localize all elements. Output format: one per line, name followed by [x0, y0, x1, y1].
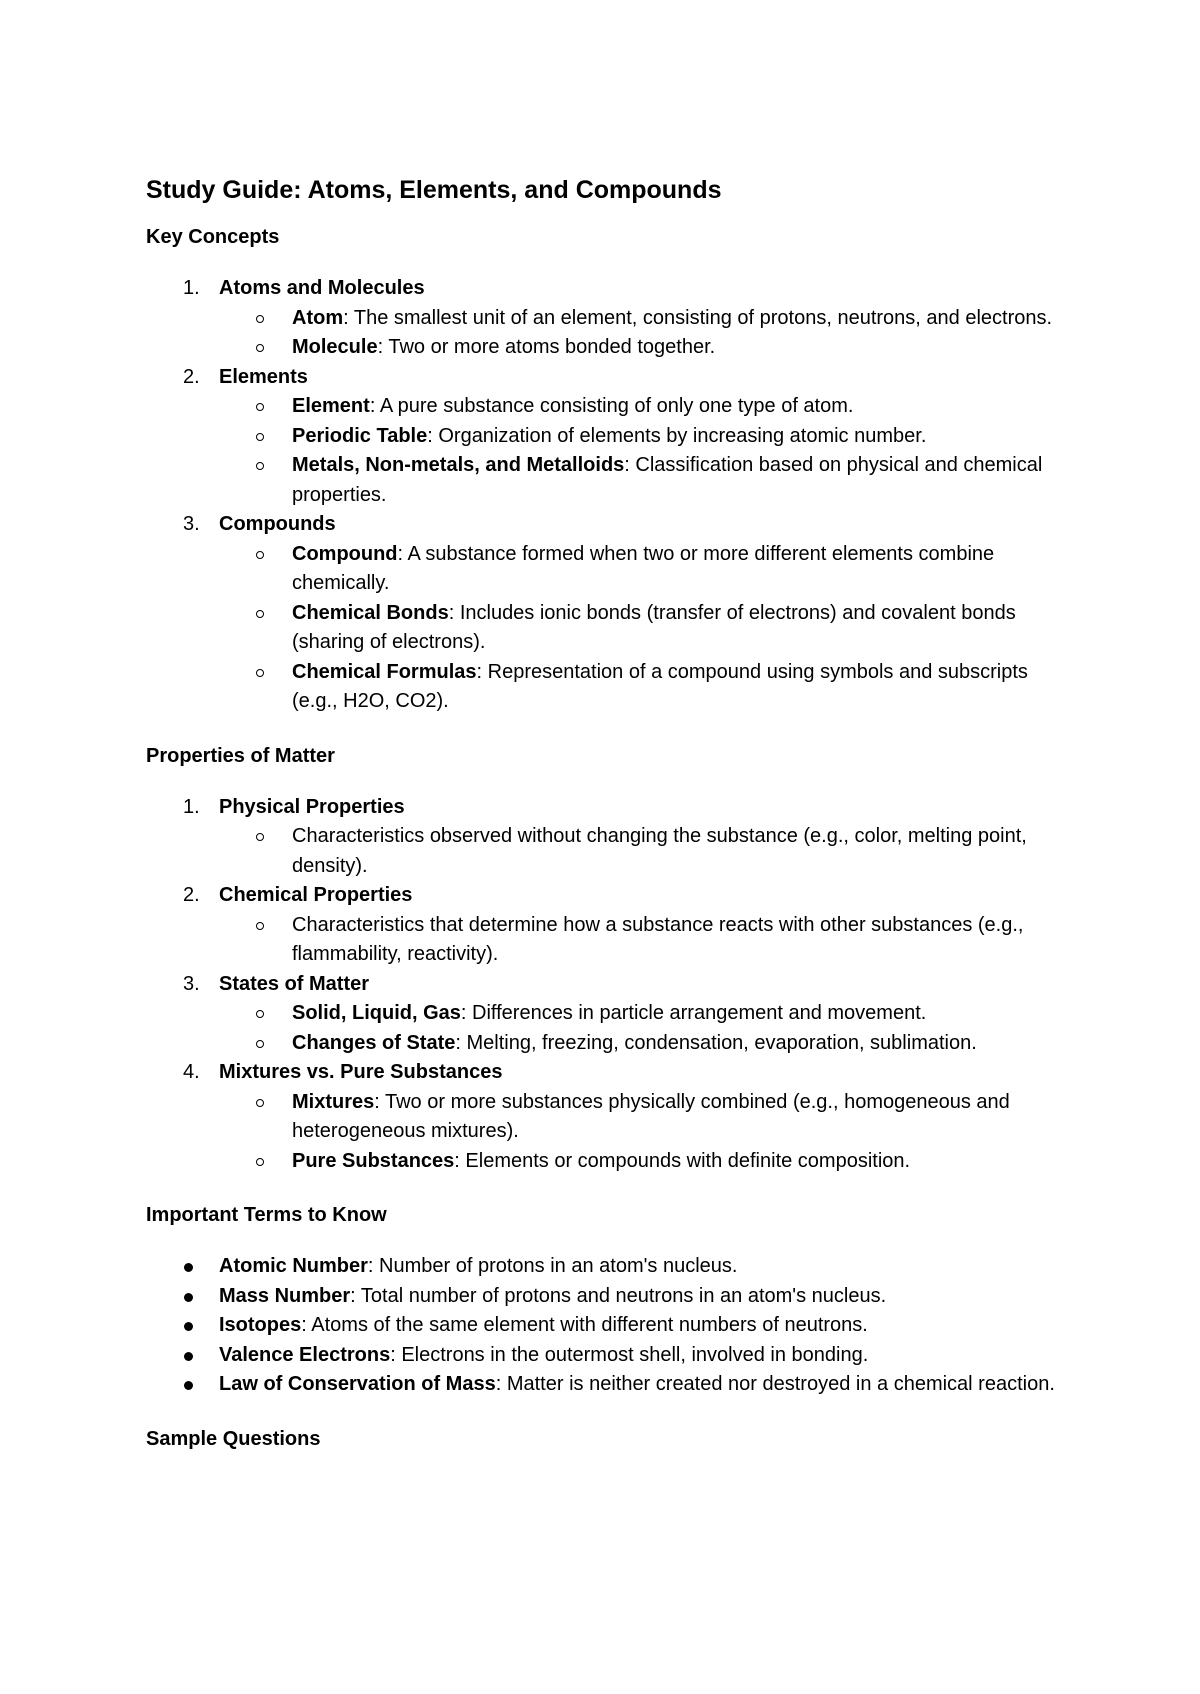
- section-heading-properties-of-matter: Properties of Matter: [146, 744, 335, 767]
- definition: : The smallest unit of an element, consisting of protons, neutrons, and electrons.: [343, 306, 1053, 329]
- item-title: Elements: [219, 365, 308, 388]
- bullet-icon: [184, 1352, 193, 1361]
- sub-item: [146, 822, 1076, 881]
- sub-item: [146, 1147, 1076, 1177]
- item-title: Atoms and Molecules: [219, 277, 425, 299]
- list-item: [146, 510, 1076, 717]
- item-number: 4.: [183, 1061, 200, 1083]
- term: Pure Substances: [292, 1149, 455, 1172]
- item-number: 2.: [183, 365, 200, 388]
- bullet-icon: [184, 1381, 193, 1390]
- definition: : Differences in particle arrangement and movement.: [460, 1002, 927, 1024]
- list-item: [146, 1058, 1076, 1176]
- hollow-bullet-icon: [256, 551, 264, 559]
- item-number: 1.: [183, 277, 200, 299]
- term: Law of Conservation of Mass: [219, 1373, 496, 1395]
- hollow-bullet-icon: [256, 344, 264, 352]
- section-heading-sample-questions: Sample Questions: [146, 1427, 321, 1450]
- list-item: [146, 1311, 1076, 1341]
- item-title: Chemical Properties: [219, 884, 413, 906]
- properties-list: [146, 793, 1076, 1177]
- sub-item: [146, 599, 1076, 658]
- term: Valence Electrons: [219, 1343, 391, 1366]
- hollow-bullet-icon: [256, 433, 264, 441]
- sub-item: [146, 658, 1076, 717]
- sub-item: [146, 333, 1076, 363]
- sub-item: [146, 1029, 1076, 1059]
- item-title: Mixtures vs. Pure Substances: [219, 1061, 503, 1083]
- term: Isotopes: [219, 1314, 302, 1336]
- definition: : Two or more substances physically combined (e.g., homogeneous and heterogeneous mixtures).: [292, 1090, 1010, 1142]
- definition: : A substance formed when two or more different elements combine chemically.: [292, 542, 995, 594]
- document-page: [146, 170, 1076, 1476]
- definition: : Includes ionic bonds (transfer of electrons) and covalent bonds (sharing of electrons).: [292, 601, 1016, 653]
- terms-list: [146, 1252, 1076, 1400]
- term: Metals, Non-metals, and Metalloids: [292, 454, 625, 476]
- sub-item: [146, 911, 1076, 970]
- term: Chemical Formulas: [292, 660, 477, 683]
- definition: : Elements or compounds with definite composition.: [454, 1149, 911, 1172]
- list-item: [146, 1370, 1076, 1400]
- list-item: [146, 1252, 1076, 1282]
- section-heading-important-terms: Important Terms to Know: [146, 1204, 387, 1226]
- hollow-bullet-icon: [256, 922, 264, 930]
- term: Molecule: [292, 336, 378, 358]
- item-number: 1.: [183, 795, 200, 818]
- term: Periodic Table: [292, 424, 428, 447]
- definition: : Melting, freezing, condensation, evaporation, sublimation.: [455, 1031, 977, 1054]
- list-item: [146, 1341, 1076, 1371]
- item-number: 3.: [183, 513, 200, 535]
- bullet-icon: [184, 1322, 193, 1331]
- list-item: [146, 970, 1076, 1059]
- section-heading-key-concepts: Key Concepts: [146, 226, 280, 248]
- hollow-bullet-icon: [256, 1099, 264, 1107]
- definition: Characteristics observed without changing the substance (e.g., color, melting point, density).: [292, 825, 1027, 877]
- sub-item: [146, 451, 1076, 510]
- sub-item: [146, 540, 1076, 599]
- definition: : Total number of protons and neutrons in an atom's nucleus.: [350, 1284, 887, 1307]
- definition: : Classification based on physical and chemical properties.: [292, 454, 1043, 506]
- definition: : A pure substance consisting of only one type of atom.: [369, 395, 854, 417]
- item-number: 3.: [183, 972, 200, 995]
- term: Chemical Bonds: [292, 601, 449, 624]
- term: Element: [292, 395, 370, 417]
- list-item: [146, 793, 1076, 882]
- list-item: [146, 1282, 1076, 1312]
- sub-item: [146, 422, 1076, 452]
- definition: Characteristics that determine how a substance reacts with other substances (e.g., flammability, reactivity).: [292, 913, 1024, 965]
- hollow-bullet-icon: [256, 1158, 264, 1166]
- sub-item: [146, 1088, 1076, 1147]
- sub-item: [146, 392, 1076, 422]
- hollow-bullet-icon: [256, 403, 264, 411]
- hollow-bullet-icon: [256, 1010, 264, 1018]
- sub-item: [146, 999, 1076, 1029]
- term: Atomic Number: [219, 1255, 368, 1277]
- term: Solid, Liquid, Gas: [292, 1002, 461, 1024]
- list-item: [146, 881, 1076, 970]
- sub-item: [146, 304, 1076, 334]
- definition: : Organization of elements by increasing atomic number.: [427, 424, 927, 447]
- definition: : Two or more atoms bonded together.: [377, 336, 716, 358]
- page-title: Study Guide: Atoms, Elements, and Compounds: [146, 176, 722, 204]
- item-title: States of Matter: [219, 972, 370, 995]
- hollow-bullet-icon: [256, 610, 264, 618]
- item-title: Physical Properties: [219, 795, 405, 818]
- definition: : Number of protons in an atom's nucleus.: [367, 1255, 738, 1277]
- hollow-bullet-icon: [256, 315, 264, 323]
- bullet-icon: [184, 1293, 193, 1302]
- item-title: Compounds: [219, 513, 336, 535]
- term: Mixtures: [292, 1090, 375, 1113]
- definition: : Atoms of the same element with different numbers of neutrons.: [301, 1314, 868, 1336]
- definition: : Electrons in the outermost shell, involved in bonding.: [390, 1343, 869, 1366]
- bullet-icon: [184, 1263, 193, 1272]
- hollow-bullet-icon: [256, 669, 264, 677]
- item-number: 2.: [183, 884, 200, 906]
- hollow-bullet-icon: [256, 462, 264, 470]
- definition: : Representation of a compound using symbols and subscripts (e.g., H2O, CO2).: [292, 660, 1028, 712]
- hollow-bullet-icon: [256, 833, 264, 841]
- key-concepts-list: [146, 274, 1076, 717]
- term: Mass Number: [219, 1284, 351, 1307]
- list-item: [146, 363, 1076, 511]
- term: Compound: [292, 542, 398, 565]
- term: Changes of State: [292, 1031, 456, 1054]
- term: Atom: [292, 306, 344, 329]
- definition: : Matter is neither created nor destroyed in a chemical reaction.: [495, 1373, 1055, 1395]
- hollow-bullet-icon: [256, 1040, 264, 1048]
- list-item: [146, 274, 1076, 363]
